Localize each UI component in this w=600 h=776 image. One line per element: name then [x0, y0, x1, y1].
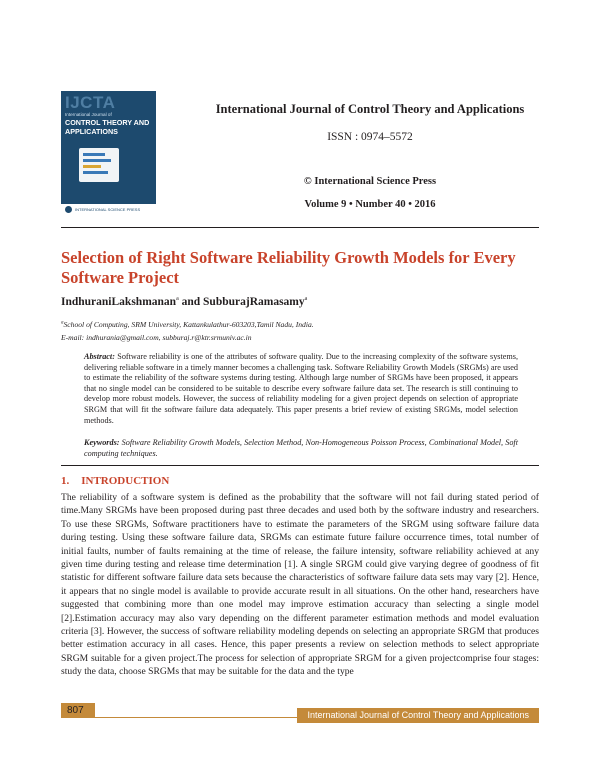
keywords-text: Software Reliability Growth Models, Selection Method, Non-Homogeneous Poisson Process, Combinational Model, Soft computing techniques.	[84, 438, 518, 458]
footer-journal: International Journal of Control Theory and Applications	[307, 710, 529, 720]
section-title: INTRODUCTION	[81, 475, 170, 487]
author-emails: E-mail: indhurania@gmail.com, subburaj.r@ktr.srmuniv.ac.in	[61, 333, 252, 342]
abstract	[84, 352, 518, 426]
issn: ISSN : 0974–5572	[327, 131, 413, 143]
body-paragraph: The reliability of a software system is defined as the probability that the software will not fail during stated period of time.Many SRGMs have been proposed during past three decades and used both by the software industry and researchers. To use these SRGMs, Software practitioners have to estimate the parameters of the SRGM using software failure data during testing. Using these software failure data, SRGMs can estimate future failure occurrence times, total number of initial faults, number of faults remaining at the time of release, the failure intensity, software reliability achieved at any given time during testing and release time determination [1]. A single SRGM could give varying degree of goodness of fit statistic for different software failure data sets because the characteristics of software failure data sets may vary [2]. Hence, it appears that no single model is available to provide accurate result in all situations. On the other hand, researchers have suggested that combining more than one model may improve estimation accuracy than selecting a single model [2].Estimation accuracy may also vary depending on the different parameter estimation methods and model evaluation criteria [3]. However, the success of software reliability modeling depends on selecting an appropriate SRGM that produces better estimation accuracy in all cases. Hence, this paper presents a review on selection methods to select appropriate SRGM suitable for a given project.The process for selection of appropriate SRGM for a given projectcomprise four stages: study the data, choose SRGMs that may be suitable for the data and the type	[61, 492, 539, 678]
journal-cover-image	[61, 91, 156, 216]
abstract-label: Abstract:	[84, 352, 115, 361]
affiliation-text: School of Computing, SRM University, Kattankulathur-603203,Tamil Nadu, India.	[63, 320, 314, 329]
cover-subtitle: International Journal of	[65, 112, 112, 117]
author-list	[61, 296, 307, 308]
cover-logo: IJCTA	[65, 93, 116, 112]
publisher: © International Science Press	[303, 176, 437, 187]
abstract-text: Software reliability is one of the attributes of software quality. Due to the increasing complexity of the software systems, delivering reliable software in a timely manner becomes a challenging task. Software Reliability Growth Models (SRGMs) are used to estimate the reliability of the software systems during testing. Although large number of SRGMs have been proposed, it appears that no single model can be considered to be suitable to describe every software failure data set. The research is still continuing to develop more robust models. However, the success of reliability modeling for a given project depends on selection of appropriate SRGM that will fit the software failure data adequately. This paper presents a brief review of existing SRGMs, model selection methods.	[84, 352, 518, 425]
author-1: IndhuraniLakshmanan	[61, 296, 177, 308]
affiliation	[61, 320, 314, 329]
cover-title: CONTROL THEORY AND APPLICATIONS	[65, 118, 150, 136]
author-and: and	[178, 296, 204, 308]
footer-journal-box	[297, 708, 539, 723]
abstract-divider	[61, 465, 539, 466]
paper-title: Selection of Right Software Reliability Growth Models for Every Software Project	[61, 248, 516, 287]
journal-name: International Journal of Control Theory and Applications	[215, 102, 525, 116]
author-2-affil: a	[304, 296, 308, 303]
section-number: 1.	[61, 475, 70, 487]
page-number: 807	[67, 705, 84, 716]
author-2: SubburajRamasamy	[203, 296, 305, 308]
cover-footer	[61, 204, 156, 216]
publisher-logo-icon	[65, 206, 72, 213]
section-heading	[61, 475, 169, 487]
page-number-box	[61, 703, 95, 718]
affiliation-marker: a	[61, 320, 64, 326]
keywords-label: Keywords:	[84, 438, 120, 447]
header-divider	[61, 227, 539, 228]
volume-info: Volume 9 • Number 40 • 2016	[304, 199, 436, 210]
footer-rule	[95, 717, 297, 718]
cover-publisher: INTERNATIONAL SCIENCE PRESS	[75, 207, 141, 212]
cover-illustration	[79, 148, 119, 182]
keywords	[84, 438, 518, 459]
author-1-affil: a	[176, 296, 179, 303]
